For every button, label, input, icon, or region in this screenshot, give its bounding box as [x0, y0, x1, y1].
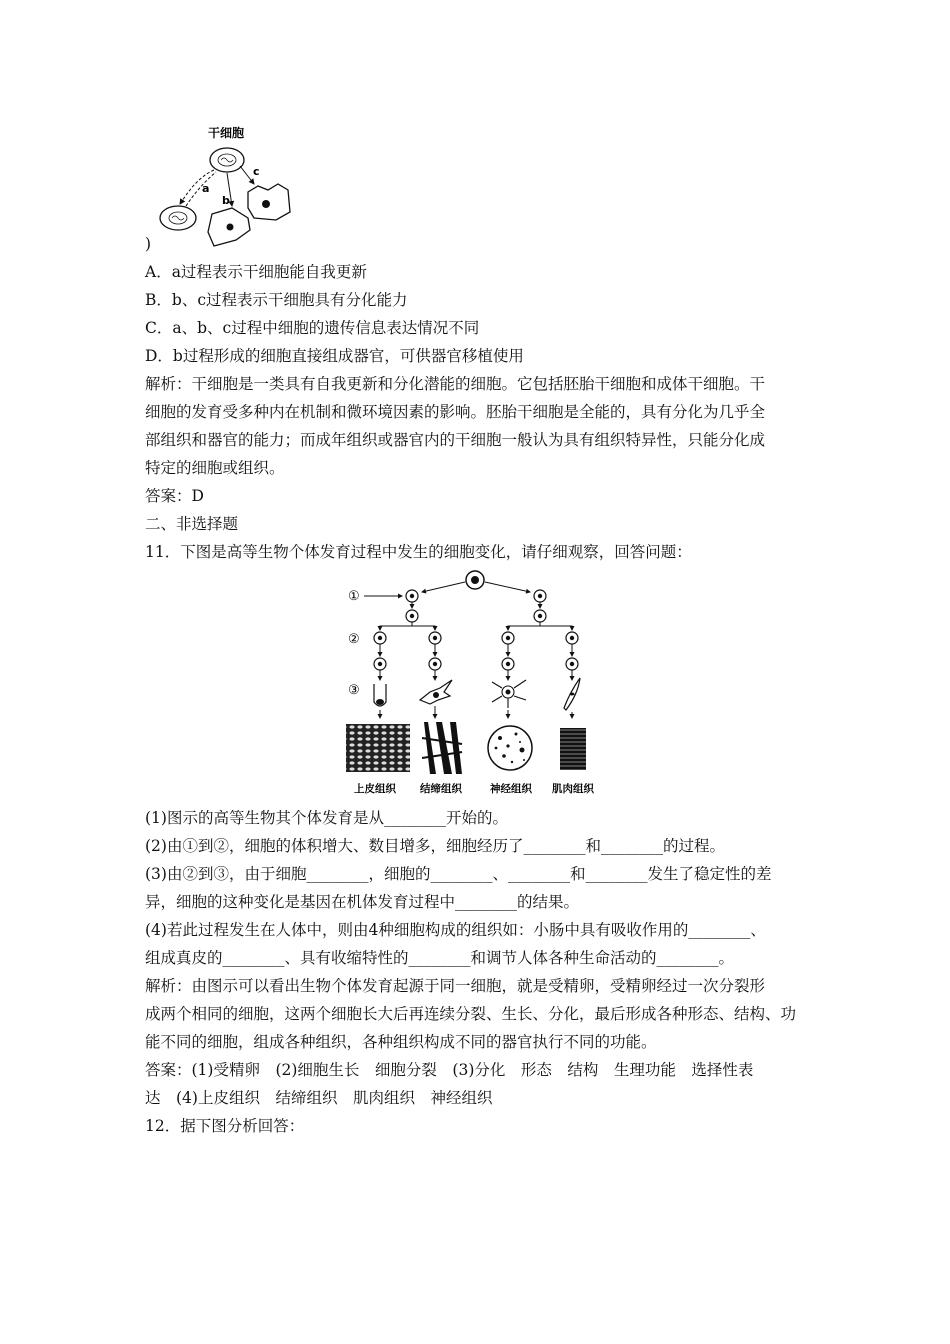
- tissue-label: 肌肉组织: [552, 783, 594, 795]
- analysis-text: 特定的细胞或组织。: [145, 459, 285, 477]
- muscle-tissue: [560, 728, 586, 770]
- analysis-text: 细胞的发育受多种内在机制和微环境因素的影响。胚胎干细胞是全能的，具有分化为几乎全: [145, 403, 766, 421]
- tissue-label: 结缔组织: [420, 783, 462, 795]
- epithelial-tissue: [346, 724, 410, 772]
- nerve-tissue: [488, 726, 532, 770]
- question-11-4: (4)若此过程发生在人体中，则由4种细胞构成的组织如：小肠中具有吸收作用的________、: [145, 921, 766, 939]
- analysis-text: 能不同的细胞，组成各种组织，各种组织构成不同的器官执行不同的功能。: [145, 1033, 657, 1051]
- text-line: ): [145, 235, 152, 253]
- answer-text: 达 (4)上皮组织 结缔组织 肌肉组织 神经组织: [145, 1089, 493, 1107]
- section-heading: 二、非选择题: [145, 515, 239, 533]
- answer-text: 答案：(1)受精卵 (2)细胞生长 细胞分裂 (3)分化 形态 结构 生理功能 选择性表: [145, 1061, 754, 1079]
- option-d: D．b过程形成的细胞直接组成器官，可供器官移植使用: [145, 347, 524, 365]
- stem-cell-diagram: [150, 122, 300, 252]
- option-b: B．b、c过程表示干细胞具有分化能力: [145, 291, 408, 309]
- label-a: a: [202, 182, 210, 195]
- answer-text: 答案：D: [145, 487, 204, 505]
- analysis-text: 成两个相同的细胞，这两个细胞长大后再连续分裂、生长、分化，最后形成各种形态、结构、功: [145, 1005, 797, 1023]
- analysis-text: 部组织和器官的能力；而成年组织或器官内的干细胞一般认为具有组织特异性，只能分化成: [145, 431, 766, 449]
- tissue-label: 神经组织: [490, 783, 532, 795]
- cell-differentiation-diagram: [340, 568, 605, 800]
- connective-tissue: [422, 722, 462, 774]
- question-11-2: (2)由①到②，细胞的体积增大、数目增多，细胞经历了________和________的过程。: [145, 837, 725, 855]
- marker-1: ①: [348, 589, 360, 604]
- tissue-label: 上皮组织: [354, 783, 396, 795]
- option-a: A．a过程表示干细胞能自我更新: [145, 263, 367, 281]
- question-12: 12．据下图分析回答：: [145, 1117, 305, 1135]
- marker-3: ③: [348, 683, 360, 698]
- question-11-1: (1)图示的高等生物其个体发育是从________开始的。: [145, 809, 508, 827]
- question-11-4-cont: 组成真皮的________、具有收缩特性的________和调节人体各种生命活动的________。: [145, 949, 735, 967]
- question-11-3-cont: 异，细胞的这种变化是基因在机体发育过程中________的结果。: [145, 893, 580, 911]
- analysis-text: 解析：由图示可以看出生物个体发育起源于同一细胞，就是受精卵，受精卵经过一次分裂形: [145, 977, 766, 995]
- option-c: C．a、b、c过程中细胞的遗传信息表达情况不同: [145, 319, 480, 337]
- label-c: c: [253, 165, 260, 178]
- marker-2: ②: [348, 632, 360, 647]
- analysis-text: 解析：干细胞是一类具有自我更新和分化潜能的细胞。它包括胚胎干细胞和成体干细胞。干: [145, 375, 766, 393]
- label-b: b: [222, 194, 230, 207]
- question-11-3: (3)由②到③，由于细胞________，细胞的________、________和________发生了稳定性的差: [145, 865, 772, 883]
- stem-cell-title: 干细胞: [208, 126, 245, 140]
- question-11: 11．下图是高等生物个体发育过程中发生的细胞变化，请仔细观察，回答问题：: [145, 543, 692, 561]
